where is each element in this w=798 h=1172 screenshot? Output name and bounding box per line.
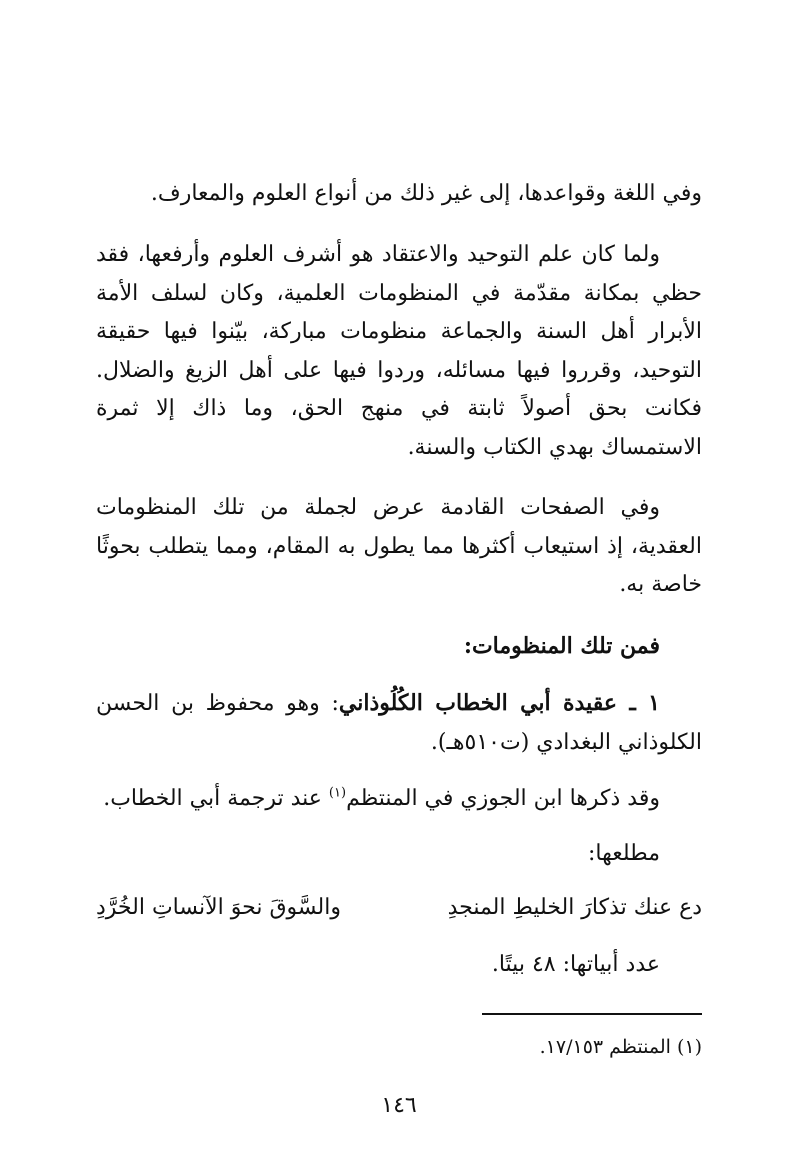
paragraph-intro-end: وفي اللغة وقواعدها، إلى غير ذلك من أنواع العلوم والمعارف.	[150, 181, 702, 206]
item-description: : وهو محفوظ بن الحسن الكلوذاني البغدادي (ت٥١٠هـ).	[96, 691, 702, 755]
paragraph-coming-pages: وفي الصفحات القادمة عرض لجملة من تلك المنظومات العقدية، إذ استيعاب أكثرها مما يطول به المقام، ومما يتطلب بحوثًا خاصة به.	[96, 495, 702, 597]
mention-text-after: عند ترجمة أبي الخطاب.	[103, 786, 329, 811]
mention-paragraph	[96, 780, 702, 819]
verse-first-hemistich: دع عنك تذكارَ الخليطِ المنجدِ	[447, 895, 702, 920]
mention-text-before: وقد ذكرها ابن الجوزي في المنتظم	[346, 786, 660, 811]
item-kalwadhani	[96, 684, 702, 762]
section-heading: فمن تلك المنظومات:	[463, 633, 660, 659]
item-title: ١ ـ عقيدة أبي الخطاب الكُلُوذاني	[338, 690, 660, 716]
footnote-separator	[482, 1013, 702, 1015]
opening-label: مطلعها:	[588, 841, 660, 866]
footnote: (١) المنتظم ١٧/١٥٣.	[539, 1036, 702, 1058]
poem-verse	[96, 888, 702, 928]
verse-count: عدد أبياتها: ٤٨ بيتًا.	[491, 952, 660, 977]
paragraph-tawhid: ولما كان علم التوحيد والاعتقاد هو أشرف العلوم وأرفعها، فقد حظي بمكانة مقدّمة في المنظومات العلمية، وكان لسلف الأمة الأبرار أهل السنة والجماعة منظومات مباركة، بيّنوا فيها حقيقة التوحيد، وقرروا فيها مسائله، وردوا فيها على أهل الزيغ والضلال. فكانت بحق أصولاً ثابتة في منهج الحق، وما ذاك إلا ثمرة الاستمساك بهدي الكتاب والسنة.	[96, 242, 702, 460]
page-number: ١٤٦	[381, 1093, 417, 1118]
footnote-marker: (١)	[328, 785, 347, 801]
verse-second-hemistich: والسَّوقَ نحوَ الآنساتِ الخُرَّدِ	[96, 895, 341, 920]
